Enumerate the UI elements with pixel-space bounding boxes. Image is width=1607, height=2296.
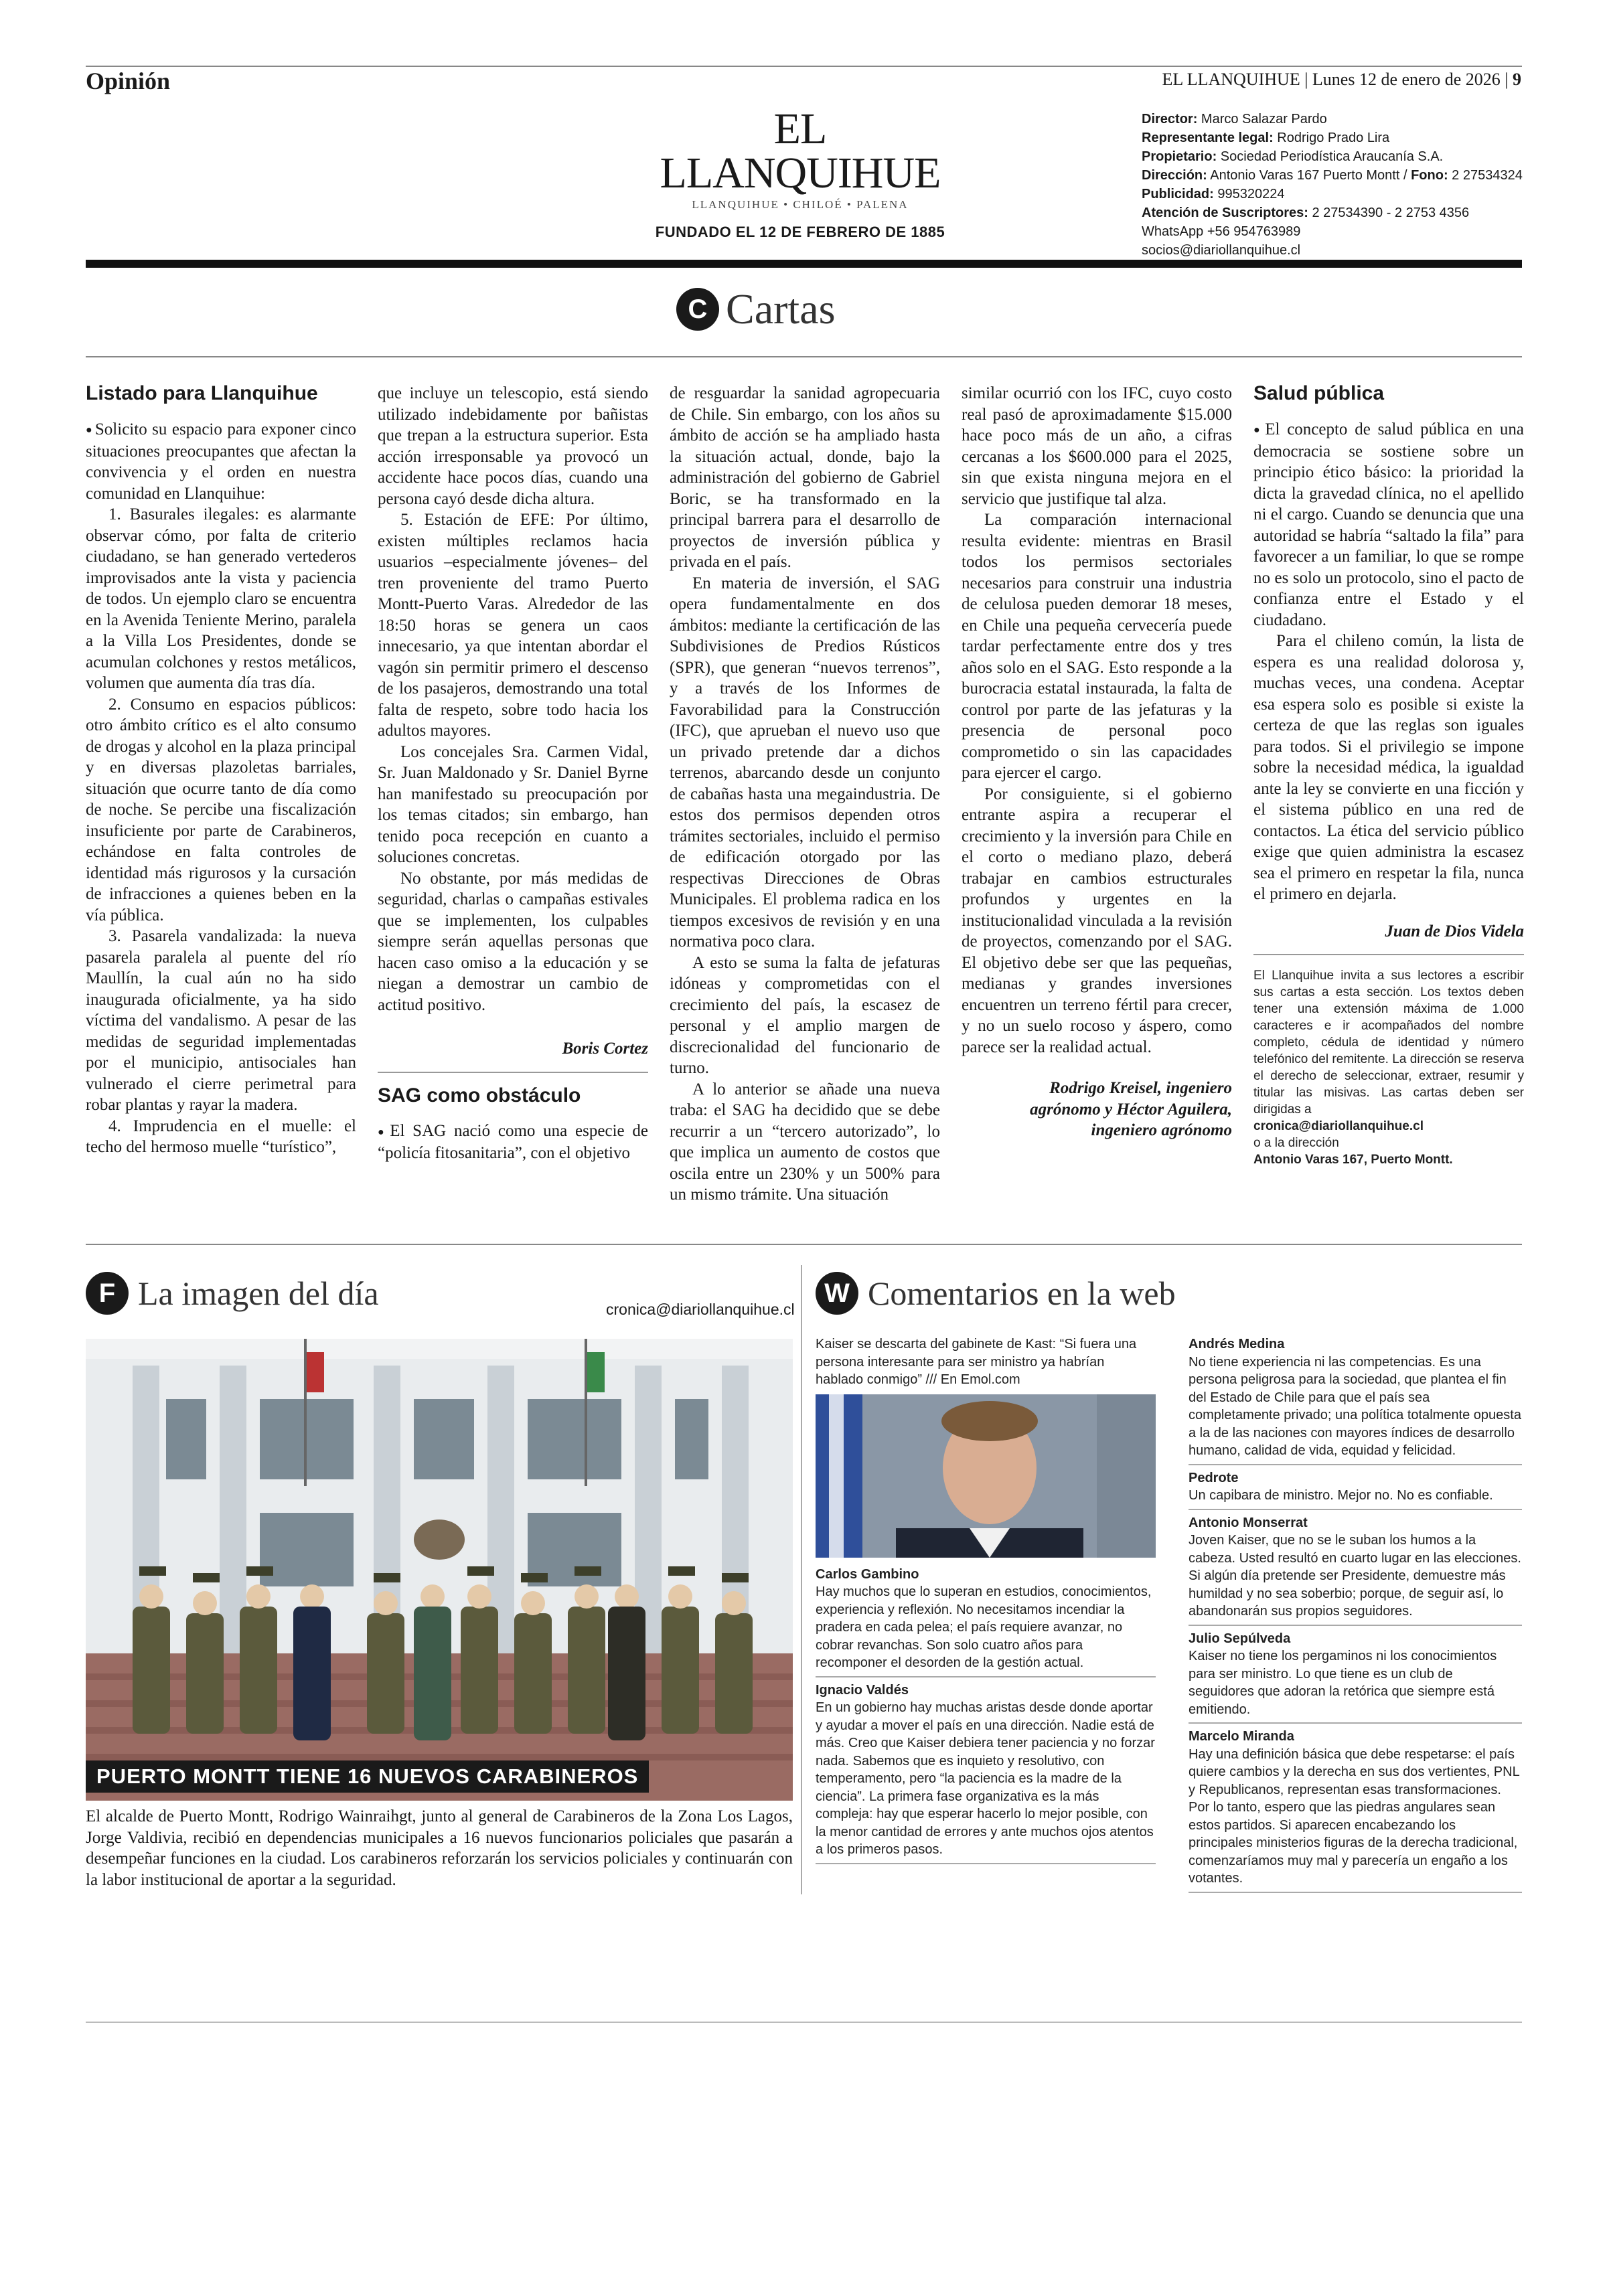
letter-paragraph: Para el chileno común, la lista de espera es una realidad dolorosa y, muchas veces, una condena. Aceptar esa espera solo es posible si existe la certeza de que las reglas son iguales para todos. Si el privilegio se impone sobre la necesidad médica, la igualdad ante la ley se convierte en una ficción y el sistema público en una red de contactos. La ética del servicio público exige que quien administra la escasez sea el primero en respetar la fila, nunca el primero en dejarla.: [1253, 632, 1524, 904]
comment-text: Hay una definición básica que debe respetarse: el país quiere cambios y la derecha en sus dos vertientes, PNL y Republicanos, representan esas transformaciones. Por lo tanto, espero que las piedras angulares sean estos partidos. Si aparecen encabezando los principales ministerios figuras de la derecha tradicional, comenzaríamos muy mal y parecería un engaño a los votantes.: [1189, 1746, 1519, 1886]
logo-subtitle: LLANQUIHUE • CHILOÉ • PALENA: [692, 198, 909, 211]
letter-paragraph: ● El SAG nació como una especie de “policía fitosanitaria”, con el objetivo: [378, 1121, 648, 1164]
web-comment: [1189, 1335, 1522, 1465]
letter-paragraph: 3. Pasarela vandalizada: la nueva pasarela paralela al puente del río Maullín, la cual aún no ha sido inaugurada oficialmente, ya ha sido víctima del vandalismo. A pesar de las medidas de seguridad implementadas por el municipio, antisociales han vulnerado el cierre perimetral para robar plantas y rayar la madera.: [86, 927, 356, 1115]
web-comment: [1189, 1469, 1522, 1510]
top-rule: [86, 66, 1522, 67]
staff-line: Dirección: Antonio Varas 167 Puerto Montt / Fono: 2 27534324: [1142, 168, 1523, 183]
cartas-c-icon: C: [676, 288, 719, 331]
letter-title: SAG como obstáculo: [378, 1084, 581, 1106]
letter-paragraph: Los concejales Sra. Carmen Vidal, Sr. Juan Maldonado y Sr. Daniel Byrne han manifestado su preocupación por los temas citados; sin embargo, han tenido poca recepción en cuanto a soluciones concretas.: [378, 742, 648, 866]
staff-line: Publicidad: 995320224: [1142, 187, 1285, 201]
web-w-icon: W: [816, 1272, 858, 1315]
comment-text: No tiene experiencia ni las competencias. Es una persona peligrosa para la sociedad, que plantea el fin del Estado de Chile para que el país sea completamente privado; una política totalmente opuesta a la de las naciones con mayores índices de desarrollo humano, calidad de vida, equidad y felicidad.: [1189, 1354, 1521, 1458]
letter-paragraph: 2. Consumo en espacios públicos: otro ámbito crítico es el alto consumo de drogas y alcohol en la plaza principal y en diversas plazoletas barriales, situación que ocurre tanto de día como de noche. Se percibe una fiscalización insuficiente por parte de Carabineros, echándose en falta controles de identidad más rigurosos y la cursación de infracciones a quienes beben en la vía pública.: [86, 695, 356, 924]
comment-author: Carlos Gambino: [816, 1566, 919, 1582]
imagen-f-icon: F: [86, 1272, 129, 1315]
staff-line: Representante legal: Rodrigo Prado Lira: [1142, 131, 1390, 145]
photo-caption-text: El alcalde de Puerto Montt, Rodrigo Wainraihgt, junto al general de Carabineros de la Zona Los Lagos, Jorge Valdivia, recibió en dependencias municipales a 16 nuevos funcionarios policiales que pasarán a desempeñar funciones en la ciudad. Los carabineros reforzarán los servicios policiales y continuarán con la labor institucional de aportar a la seguridad.: [86, 1807, 793, 1889]
newspaper-logo: EL LLANQUIHUE: [660, 104, 941, 197]
imagen-email-link[interactable]: cronica@diariollanquihue.cl: [606, 1301, 795, 1318]
comment-author: Ignacio Valdés: [816, 1682, 909, 1698]
masthead: [643, 104, 958, 241]
comment-author: Antonio Monserrat: [1189, 1515, 1308, 1530]
founded-line: FUNDADO EL 12 DE FEBRERO DE 1885: [655, 224, 945, 240]
day-photo-illustration: [86, 1339, 793, 1801]
staff-line: Atención de Suscriptores: 2 27534390 - 2 2753 4356: [1142, 206, 1470, 220]
photo-caption-title: PUERTO MONTT TIENE 16 NUEVOS CARABINEROS: [86, 1760, 649, 1793]
page-info-date: Lunes 12 de enero de 2026: [1312, 70, 1501, 89]
staff-email[interactable]: socios@diariollanquihue.cl: [1142, 243, 1301, 258]
cartas-header: [676, 284, 836, 334]
web-comments-title: Comentarios en la web: [868, 1275, 1176, 1312]
letter-divider: [1253, 954, 1524, 955]
cartas-rule: [86, 356, 1522, 357]
page-info-paper: EL LLANQUIHUE: [1162, 70, 1300, 89]
web-comments-right: [1189, 1335, 1522, 1897]
letter-column-4: [962, 383, 1232, 1141]
letter-paragraph: A lo anterior se añade una nueva traba: el SAG ha decidido que se debe recurrir a un “tercero autorizado”, lo que implica un aumento de costos que oscila entre un 230% y un 500% para un mismo trámite. Una situación: [670, 1080, 940, 1204]
imagen-title: La imagen del día: [138, 1275, 379, 1312]
web-comments-header: [816, 1272, 1176, 1315]
letter-paragraph: similar ocurrió con los IFC, cuyo costo real pasó de aproximadamente $15.000 hace poco más de un año, a cifras cercanas a los $600.000 para el 2025, sin que exista ninguna mejora en el servicio que justifique tal alza.: [962, 384, 1232, 508]
day-photo: [86, 1339, 793, 1801]
kaiser-photo-illustration: [816, 1394, 1156, 1558]
letter-paragraph: La comparación internacional resulta evidente: mientras en Brasil todos los permisos sectoriales necesarios para construir una industria de celulosa pueden demorar 18 meses, en Chile una pequeña cervecería puede tardar perfectamente entre dos y tres años solo en el SAG. Esto responde a la burocracia estatal instaurada, la falta de control por parte de las jefaturas y la presencia de personal poco comprometido o sin las capacidades para ejercer el cargo.: [962, 511, 1232, 782]
letter-paragraph: A esto se suma la falta de jefaturas idóneas y comprometidas con el crecimiento del país, la escasez de personal y el amplio margen de discrecionalidad del funcionario de turno.: [670, 953, 940, 1077]
web-comment: [816, 1566, 1156, 1677]
staff-line: WhatsApp +56 954763989: [1142, 224, 1301, 239]
comment-text: Joven Kaiser, que no se le suban los humos a la cabeza. Usted resultó en cuarto lugar en las elecciones. Si algún día pretende ser Presidente, demuestre más humildad y no sea soberbio; porque, de seguir así, lo abandonarán sus propios seguidores.: [1189, 1533, 1521, 1619]
letter-column-3: [670, 383, 940, 1206]
comment-author: Marcelo Miranda: [1189, 1729, 1294, 1744]
section-rule: [86, 1244, 1522, 1245]
invite-box: El Llanquihue invita a sus lectores a escribir sus cartas a esta sección. Los textos deben tener una extensión máxima de 1.000 caracteres e ir acompañados del nombre completo, cédula de identidad y número telefónico del remitente. La dirección se reserva el derecho de seleccionar, extraer, resumir y titular las misivas. Las cartas deben ser dirigidas a cronica@diariollanquihue.cl o a la dirección Antonio Varas 167, Puerto Montt.: [1253, 969, 1524, 1167]
section-label: Opinión: [86, 68, 171, 94]
letter-column-1: [86, 375, 356, 1158]
letter-paragraph: ● El concepto de salud pública en una democracia se sostiene sobre un principio ético básico: la prioridad la dicta la gravedad clínica, no el apellido ni el cargo. Cuando se denuncia que una autoridad se habría “saltado la fila” para favorecer a un familiar, lo que se rompe no es solo un protocolo, sino el pacto de confianza entre el Estado y el ciudadano.: [1253, 419, 1524, 631]
letter-paragraph: 4. Imprudencia en el muelle: el techo del hermoso muelle “turístico”,: [86, 1117, 356, 1157]
staff-line: Director: Marco Salazar Pardo: [1142, 112, 1327, 127]
comment-text: Hay muchos que lo superan en estudios, conocimientos, experiencia y reflexión. No necesitamos incendiar la pradera en cada pelea; el país requiere avanzar, no cobrar revanchas. Son solo cuatro años para recomponer el desorden de la gestión actual.: [816, 1584, 1152, 1670]
imagen-header: [86, 1272, 379, 1315]
comment-text: Kaiser no tiene los pergaminos ni los conocimientos para ser ministro. Lo que tiene es un club de seguidores que adoran la retórica que siempre está emitiendo.: [1189, 1649, 1497, 1717]
letter-title: Listado para Llanquihue: [86, 382, 318, 404]
letter-divider: [378, 1072, 648, 1073]
letter-paragraph: En materia de inversión, el SAG opera fundamentalmente en dos ámbitos: mediante la certificación de las Subdivisiones de Predios Rústicos (SPR), que generan “nuevos terrenos”, y a través de los Informes de Favorabilidad para la Construcción (IFC), que aprueban el nuevo uso que un privado pretende dar a dichos terrenos, abarcando desde un conjunto de cabañas hasta una megaindustria. De estos dos permisos dependen otros trámites sectoriales, incluido el permiso de edificación otorgado por las respectivas Direcciones de Obras Municipales. El problema radica en los tiempos excesivos de revisión y en una normativa poco clara.: [670, 574, 940, 951]
web-comment: [816, 1682, 1156, 1864]
footer-rule: [86, 2022, 1522, 2023]
letter-title: Salud pública: [1253, 382, 1385, 404]
letter-paragraph: Por consiguiente, si el gobierno entrante aspira a recuperar el crecimiento y la inversión para Chile en el corto o mediano plazo, deberá trabajar en cambios estructurales profundos y urgentes en la institucionalidad vinculada a la revisión de proyectos, comenzando por el SAG. El objetivo debe ser que las pequeñas, medianas y grandes inversiones encuentren un terreno fértil para crecer, y no un suelo rocoso y áspero, como parece ser la realidad actual.: [962, 785, 1232, 1056]
page-number: 9: [1513, 70, 1521, 89]
letter-paragraph: que incluye un telescopio, está siendo utilizado indebidamente por bañistas que trepan a la estructura superior. Esta acción irresponsable ya provocó un accidente hace pocos días, cuando una persona cayó desde dicha altura.: [378, 384, 648, 508]
comment-author: Julio Sepúlveda: [1189, 1631, 1291, 1646]
letter-paragraph: 5. Estación de EFE: Por último, existen múltiples reclamos hacia usuarios –especialmente jóvenes– del tren proveniente del tramo Puerto Montt-Puerto Varas. Alrededor de las 18:50 horas se genera un caos innecesario, ya que intentan abordar el vagón sin permitir primero el descenso de los pasajeros, demostrando una total falta de respeto, sobre todo hacia los adultos mayores.: [378, 511, 648, 740]
cartas-title: Cartas: [726, 285, 836, 333]
letter-paragraph: ● Solicito su espacio para exponer cinco situaciones preocupantes que afectan la convivencia y el orden en nuestra comunidad en Llanquihue:: [86, 419, 356, 505]
web-comment: [1189, 1728, 1522, 1893]
kaiser-photo: [816, 1394, 1156, 1558]
comment-text: Un capibara de ministro. Mejor no. No es confiable.: [1189, 1488, 1493, 1503]
staff-line: Propietario: Sociedad Periodística Araucanía S.A.: [1142, 149, 1444, 164]
letter-column-5: [1253, 375, 1524, 1168]
staff-box: [1142, 110, 1523, 260]
heavy-rule: [86, 260, 1522, 268]
letter-signature: Boris Cortez: [562, 1040, 648, 1058]
letter-paragraph: 1. Basurales ilegales: es alarmante observar cómo, por falta de criterio ciudadano, se han generado vertederos improvisados ante la vista y paciencia de todos. Un ejemplo claro se encuentra en la Avenida Teniente Merino, paralela a la Villa Los Presidentes, donde se acumulan colchones y restos metálicos, volumen que aumenta día tras día.: [86, 505, 356, 693]
web-comments-left: [816, 1335, 1156, 1868]
invite-email-link[interactable]: cronica@diariollanquihue.cl: [1253, 1119, 1424, 1134]
column-divider: [801, 1265, 802, 1894]
comment-text: En un gobierno hay muchas aristas desde donde aportar y ayudar a mover el país en una dirección. Nadie está de más. Creo que Kaiser debiera tener paciencia y no forzar nada. Sabemos que es inquieto y resolutivo, con temperamento, pero “la paciencia es la madre de la ciencia”. La primera fase organizativa es la más compleja: hay que esperar hacerlo lo mejor posible, con la menor cantidad de errores y ante muchos ojos atentos a los primeros pasos.: [816, 1700, 1155, 1857]
page-info: EL LLANQUIHUE | Lunes 12 de enero de 2026 | 9: [1162, 70, 1521, 89]
web-headline[interactable]: Kaiser se descarta del gabinete de Kast: “Si fuera una persona interesante para ser ministro ya habrían hablado conmigo” /// En Emol.com: [816, 1337, 1137, 1387]
web-comment: [1189, 1514, 1522, 1626]
comment-author: Pedrote: [1189, 1470, 1239, 1485]
letter-paragraph: de resguardar la sanidad agropecuaria de Chile. Sin embargo, con los años su ámbito de acción se ha ampliado hasta la situación actual, donde, bajo la administración del gobierno de Gabriel Boric, se ha transformado en la principal barrera para el desarrollo de proyectos de inversión pública y privada en el país.: [670, 384, 940, 571]
comment-author: Andrés Medina: [1189, 1337, 1285, 1351]
letter-signature: Rodrigo Kreisel, ingeniero agrónomo y Héctor Aguilera, ingeniero agrónomo: [1030, 1079, 1232, 1139]
letter-paragraph: No obstante, por más medidas de seguridad, charlas o campañas estivales que se implementen, los culpables siempre serán aquellas personas que hacen caso omiso a la educación y se niegan a demostrar un cambio de actitud positivo.: [378, 869, 648, 1014]
letter-signature: Juan de Dios Videla: [1385, 922, 1524, 940]
letter-column-2: [378, 383, 648, 1164]
web-comment: [1189, 1630, 1522, 1724]
